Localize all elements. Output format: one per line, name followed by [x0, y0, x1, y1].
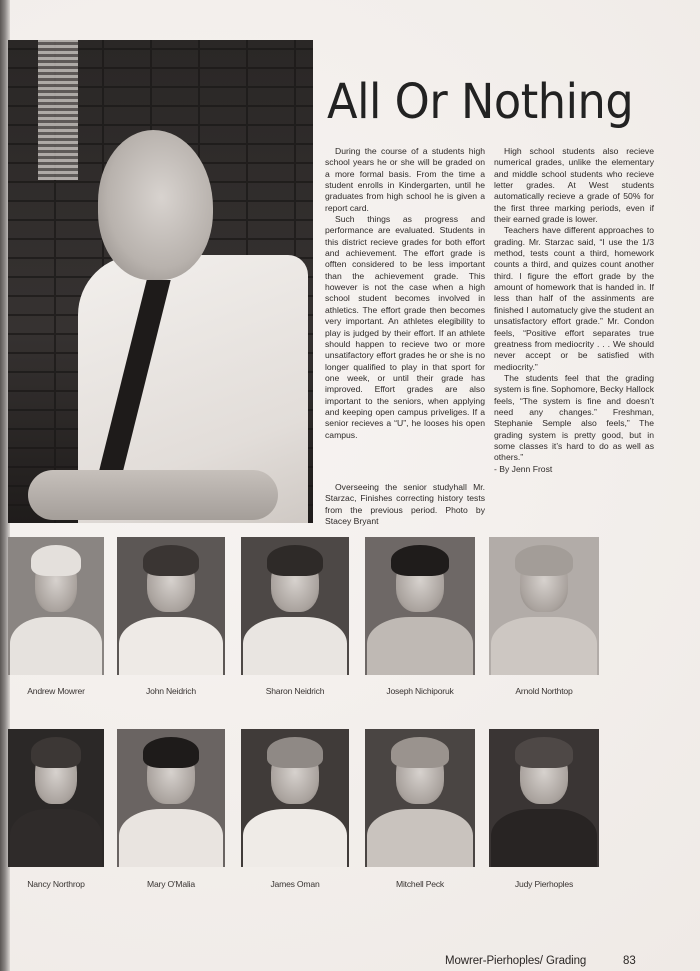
- photo-caption: Overseeing the senior studyhall Mr. Starzac, Finishes correcting history tests from the previous period. Photo by Stacey Bryant: [325, 482, 485, 526]
- paragraph: The students feel that the grading system is fine. Sophomore, Becky Hallock feels, “The system is fine and doesn’t need any changes.” Freshman, Stephanie Semple also feels,” The grading system is pretty good, but in some classes it’s hard to do as well as others.”: [494, 372, 654, 463]
- portrait-photo: [489, 729, 599, 867]
- footer-section-label: Mowrer-Pierhoples/ Grading: [445, 955, 587, 967]
- portrait-shirt: [10, 617, 102, 675]
- portrait-name: Mary O'Malia: [147, 879, 195, 889]
- article-column-2: [494, 146, 654, 475]
- portrait-photo: [365, 729, 475, 867]
- portrait-shirt: [119, 809, 223, 867]
- portrait-shirt: [491, 809, 597, 867]
- article-title: All Or Nothing: [327, 74, 634, 130]
- figure-head: [98, 130, 213, 280]
- portrait-name: James Oman: [270, 879, 320, 889]
- portrait-name: Sharon Neidrich: [265, 686, 325, 696]
- portrait-hair: [31, 545, 81, 575]
- article-column-1: [325, 146, 485, 441]
- portrait-hair: [515, 737, 572, 767]
- portrait-name: Arnold Northtop: [515, 686, 573, 696]
- portrait-photo: [8, 537, 104, 675]
- portrait-name: John Neidrich: [146, 686, 196, 696]
- portrait-name: Mitchell Peck: [395, 879, 445, 889]
- portrait-photo: [8, 729, 104, 867]
- portrait-hair: [391, 737, 448, 767]
- window-blind: [38, 40, 78, 180]
- portrait-hair: [143, 545, 199, 575]
- portrait-hair: [143, 737, 199, 767]
- portrait-photo: [241, 729, 349, 867]
- byline: - By Jenn Frost: [494, 463, 553, 474]
- portrait-hair: [267, 737, 323, 767]
- portrait-name: Joseph Nichiporuk: [386, 686, 454, 696]
- portrait-name: Nancy Northrop: [27, 879, 85, 889]
- portrait-shirt: [367, 617, 473, 675]
- portrait-hair: [391, 545, 448, 575]
- portrait-shirt: [491, 617, 597, 675]
- portrait-hair: [515, 545, 572, 575]
- portrait-photo: [365, 537, 475, 675]
- portrait-hair: [31, 737, 81, 767]
- portrait-photo: [489, 537, 599, 675]
- page-number: 83: [623, 955, 636, 967]
- portrait-name: Andrew Mowrer: [27, 686, 85, 696]
- paragraph: High school students also recieve numerical grades, unlike the elementary and middle school students who recieve letter grades. At West students automatically recieve a grade of 50% for the first three marking periods, even if their earned grade is lower.: [494, 146, 654, 225]
- portrait-photo: [241, 537, 349, 675]
- portrait-photo: [117, 537, 225, 675]
- portrait-shirt: [243, 617, 347, 675]
- paragraph: Teachers have different approaches to grading. Mr. Starzac said, “I use the 1/3 method, tests count a third, homework counts a third, and quizes count another third. I figure the effort grade by the amount of homework that is handed in. If less than half of the assinments are finished I automatucly give the student an unsatisfactory effort grade.” Mr. Condon feels, “Positive effort separates true greatness from mediocrity . . . We should never accept or be satisfied with mediocrity.”: [494, 225, 654, 372]
- portrait-shirt: [243, 809, 347, 867]
- figure-arm: [28, 470, 278, 520]
- paragraph: During the course of a students high school years he or she will be graded on a more formal basis. From the time a student enrolls in Kindergarten, until he graduates from high school he is given a report card.: [325, 146, 485, 213]
- main-photo-teacher: [8, 40, 313, 523]
- portrait-shirt: [10, 809, 102, 867]
- portrait-photo: [117, 729, 225, 867]
- portrait-shirt: [367, 809, 473, 867]
- portrait-shirt: [119, 617, 223, 675]
- portrait-hair: [267, 545, 323, 575]
- paragraph: Such things as progress and performance are evaluated. Students in this district recieve grades for both effort and achievement. The effort grade is offten considered to be less important than the achievement grade. This however is not the case when a high school student becomes involved in athletics. The effort grade then becomes very important. An athletes elegibility to play is judged by their effort. If an athlete should happen to recieve two or more unsatifactory effort grades he or she is no longer qualified to play in that sport for one week, or until their grade has improved. Effort grades are also important to the seniors, when applying and keeping open campus priveliges. If a senior recieves a “U”, he looses his open campus.: [325, 214, 485, 440]
- portrait-name: Judy Pierhoples: [514, 879, 574, 889]
